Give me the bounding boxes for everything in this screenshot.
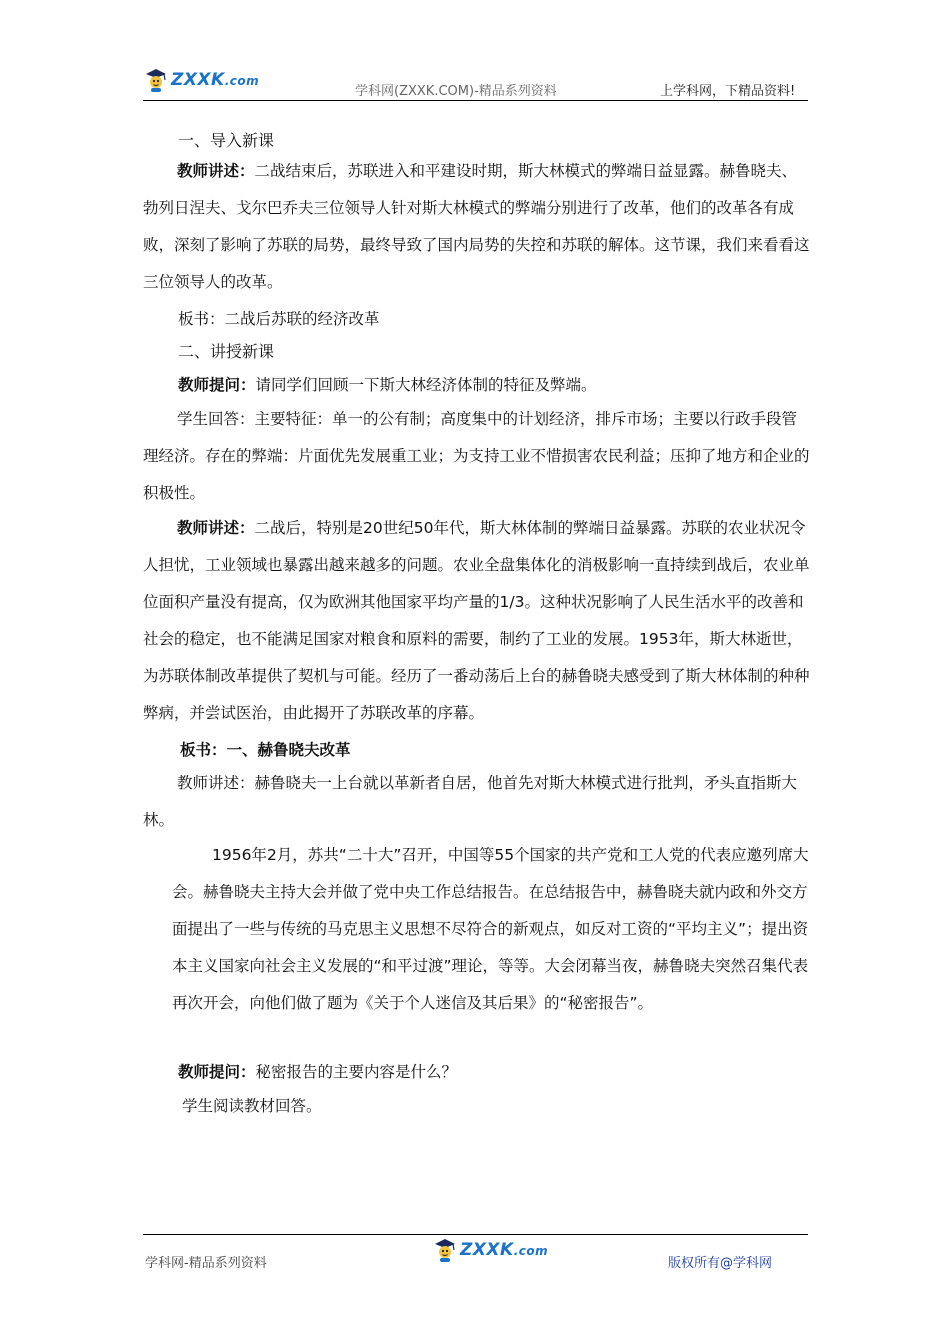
student-answer-2: 学生阅读教材回答。: [182, 1097, 322, 1115]
section-title-intro: 一、导入新课: [178, 131, 275, 150]
paragraph-teacher-narration-1: 教师讲述：二战结束后，苏联进入和平建设时期，斯大林模式的弊端日益显露。赫鲁晓夫、勃列日涅夫、戈尔巴乔夫三位领导人针对斯大林模式的弊端分别进行了改革，他们的改革各有成败，深刻了影响了苏联的局势，最终导致了国内局势的失控和苏联的解体。这节课，我们来看看这三位领导人的改革。: [143, 162, 810, 291]
footer-site-label: 学科网-精品系列资料: [145, 1256, 267, 1271]
speaker-label: 教师提问：: [178, 1063, 256, 1081]
board-note-2: 板书：一、赫鲁晓夫改革: [180, 741, 351, 759]
footer-copyright-link[interactable]: 版权所有@学科网: [668, 1256, 773, 1271]
header-slogan: 上学科网，下精品资料!: [660, 84, 796, 99]
footer-logo: [432, 1237, 548, 1263]
logo-wordmark: ZXXK.com: [171, 70, 260, 90]
paragraph-teacher-narration-2: 教师讲述：二战后，特别是20世纪50年代，斯大林体制的弊端日益暴露。苏联的农业状况令人担忧，工业领域也暴露出越来越多的问题。农业全盘集体化的消极影响一直持续到战后，农业单位面积产量没有提高，仅为欧洲其他国家平均产量的1/3。这种状况影响了人民生活水平的改善和社会的稳定，也不能满足国家对粮食和原料的需要，制约了工业的发展。1953年，斯大林逝世，为苏联体制改革提供了契机与可能。经历了一番动荡后上台的赫鲁晓夫感受到了斯大林体制的种种弊病，并尝试医治，由此揭开了苏联改革的序幕。: [143, 519, 810, 722]
speaker-label: 教师讲述：: [177, 162, 255, 180]
student-answer-1: 学生回答：主要特征：单一的公有制；高度集中的计划经济，排斥市场；主要以行政手段管理经济。存在的弊端：片面优先发展重工业；为支持工业不惜损害农民利益；压抑了地方和企业的积极性。: [143, 410, 810, 502]
quote-block-20th-congress: 1956年2月，苏共“二十大”召开，中国等55个国家的共产党和工人党的代表应邀列席大会。赫鲁晓夫主持大会并做了党中央工作总结报告。在总结报告中，赫鲁晓夫就内政和外交方面提出了一些与传统的马克思主义思想不尽符合的新观点，如反对工资的“平均主义”；提出资本主义国家向社会主义发展的“和平过渡”理论，等等。大会闭幕当夜，赫鲁晓夫突然召集代表再次开会，向他们做了题为《关于个人迷信及其后果》的“秘密报告”。: [172, 846, 809, 1012]
mascot-icon: [143, 67, 169, 93]
logo-wordmark: ZXXK.com: [460, 1240, 549, 1260]
teacher-question-2: 教师提问：秘密报告的主要内容是什么？: [178, 1063, 458, 1081]
footer-divider: [143, 1234, 808, 1235]
header-site-title: 学科网(ZXXK.COM)-精品系列资料: [355, 84, 557, 99]
section-title-lecture: 二、讲授新课: [178, 342, 275, 361]
header-divider: [143, 100, 808, 101]
speaker-label: 教师提问：: [178, 376, 256, 394]
header-logo: [143, 67, 259, 93]
teacher-question-1: 教师提问：请同学们回顾一下斯大林经济体制的特征及弊端。: [178, 376, 597, 394]
mascot-icon: [432, 1237, 458, 1263]
paragraph-teacher-narration-3: 教师讲述：赫鲁晓夫一上台就以革新者自居，他首先对斯大林模式进行批判，矛头直指斯大林。: [143, 774, 798, 829]
board-note-1: 板书：二战后苏联的经济改革: [178, 310, 380, 328]
speaker-label: 教师讲述：: [177, 519, 255, 537]
